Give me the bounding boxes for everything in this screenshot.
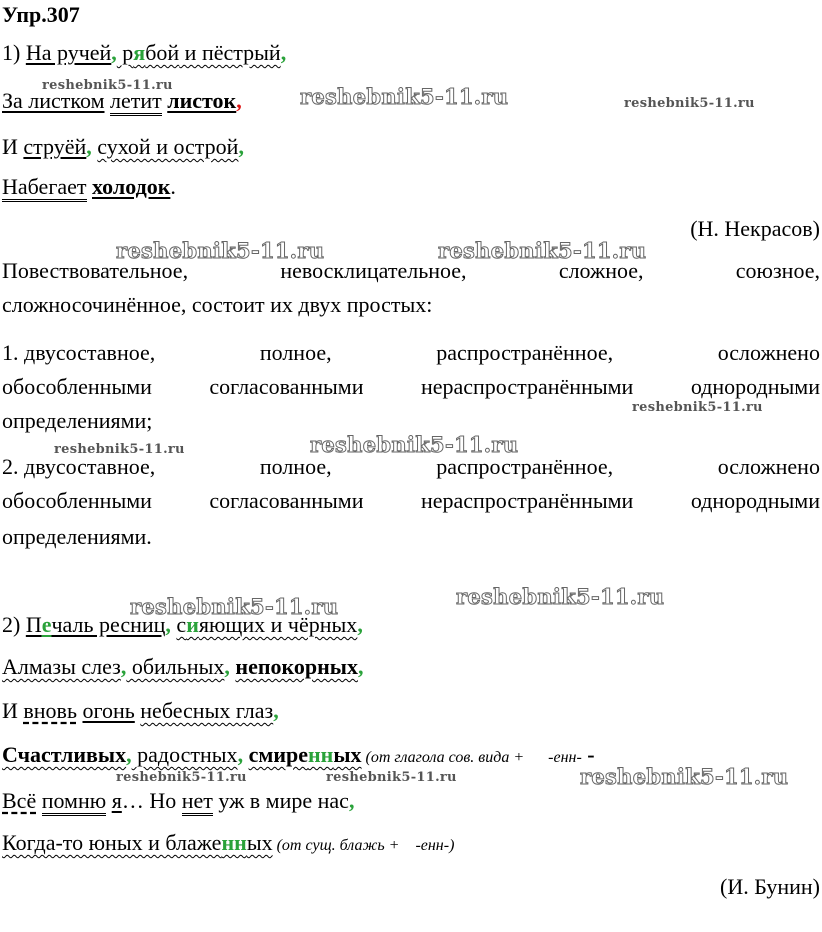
watermark: reshebnik5-11.ru xyxy=(438,238,647,263)
poem2-line1: 2) Печаль ресниц, сияющих и чёрных, xyxy=(2,612,363,637)
item2-line3: определениями. xyxy=(2,524,152,549)
watermark: reshebnik5-11.ru xyxy=(580,764,789,789)
watermark: reshebnik5-11.ru xyxy=(310,432,519,457)
poem1-line2: За листком летит листок, xyxy=(2,88,242,114)
watermark: reshebnik5-11.ru xyxy=(456,584,665,609)
poem1-line1: 1) На ручей, рябой и пёстрый, xyxy=(2,40,287,65)
item2-line1: 2. двусоставное, полное, распространённое, осложнено xyxy=(2,454,820,479)
poem1-author: (Н. Некрасов) xyxy=(690,216,820,241)
poem2-line2: Алмазы слез, обильных, непокорных, xyxy=(2,654,364,679)
watermark: reshebnik5-11.ru xyxy=(116,770,247,785)
poem2-line6: Когда-то юных и блаженных (от сущ. блажь + -енн-) xyxy=(2,830,455,855)
poem1-line4: Набегает холодок. xyxy=(2,174,176,200)
item2-line2: обособленными согласованными нераспространёнными однородными xyxy=(2,488,820,513)
poem2-line3: И вновь огонь небесных глаз, xyxy=(2,698,279,723)
poem2-line5: Всё помню я… Но нет уж в мире нас, xyxy=(2,788,354,814)
watermark: reshebnik5-11.ru xyxy=(54,442,185,457)
watermark: reshebnik5-11.ru xyxy=(130,594,339,619)
watermark: reshebnik5-11.ru xyxy=(300,84,509,109)
analysis-line1: Повествовательное, невосклицательное, сложное, союзное, xyxy=(2,258,820,283)
watermark: reshebnik5-11.ru xyxy=(116,238,325,263)
poem2-author: (И. Бунин) xyxy=(720,874,820,899)
poem1-line3: И струёй, сухой и острой, xyxy=(2,134,244,159)
item1-line3: определениями; xyxy=(2,408,153,433)
item1-line2: обособленными согласованными нераспространёнными однородными xyxy=(2,374,820,399)
poem2-line4: Счастливых, радостных, смиренных (от глагола сов. вида + -енн- - xyxy=(2,742,595,767)
item1-line1: 1. двусоставное, полное, распространённое, осложнено xyxy=(2,340,820,365)
watermark: reshebnik5-11.ru xyxy=(326,770,457,785)
analysis-line2: сложносочинённое, состоит их двух простых: xyxy=(2,292,433,317)
watermark: reshebnik5-11.ru xyxy=(632,400,763,415)
exercise-title: Упр.307 xyxy=(2,2,80,27)
watermark: reshebnik5-11.ru xyxy=(42,78,173,93)
watermark: reshebnik5-11.ru xyxy=(624,96,755,111)
